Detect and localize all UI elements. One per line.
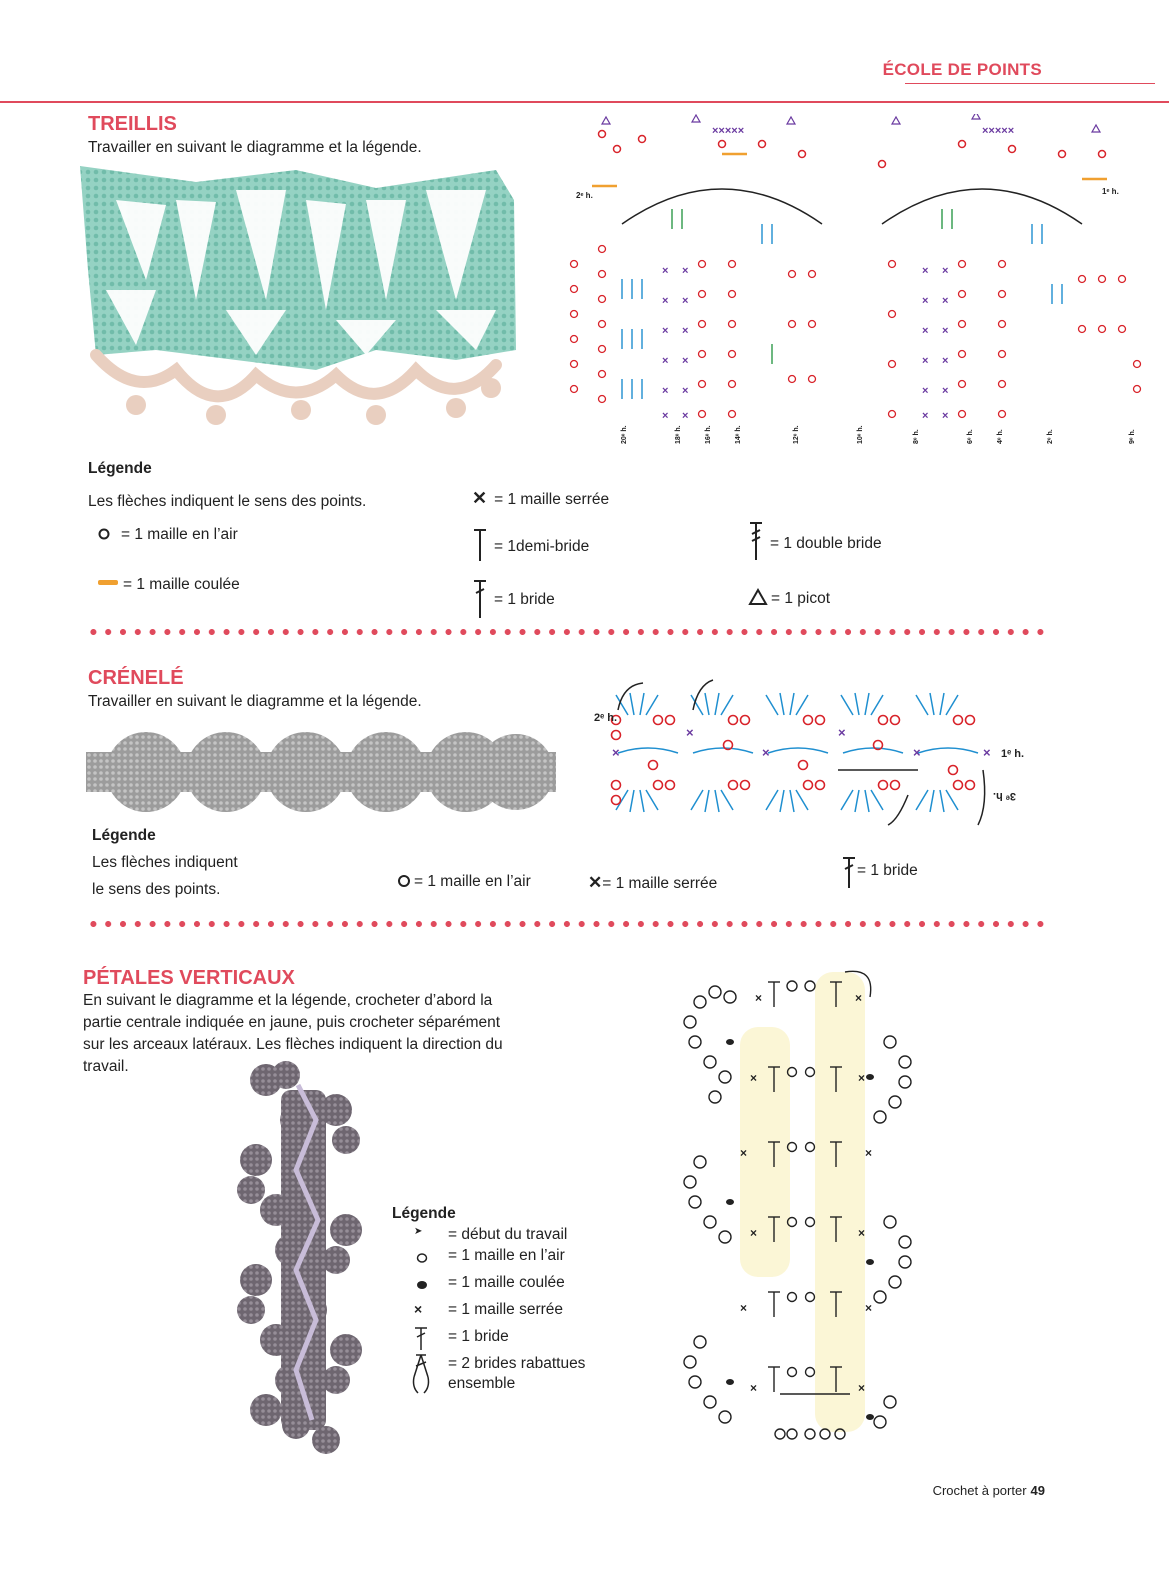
legend-label: = 1 double bride — [770, 535, 882, 552]
chain-stitch-icon — [416, 1252, 430, 1264]
section-header-title: ÉCOLE DE POINTS — [882, 60, 1042, 79]
crenele-diagram — [588, 675, 1038, 835]
legend-label: = 1 maille en l’air — [414, 873, 531, 890]
svg-text:×: × — [838, 725, 846, 740]
legend-label: = 1 bride — [448, 1328, 509, 1345]
crenele-photo — [86, 722, 556, 830]
svg-text:×: × — [682, 265, 689, 277]
svg-text:×: × — [922, 265, 929, 277]
svg-text:×: × — [922, 295, 929, 307]
treillis-legend-note: Les flèches indiquent le sens des points. — [88, 493, 367, 510]
treillis-bottom-label: 14ᵉ h. — [735, 425, 742, 444]
legend-item-picot — [748, 588, 830, 608]
svg-text:×: × — [682, 355, 689, 367]
dotted-divider — [86, 628, 1048, 636]
svg-text:×: × — [662, 355, 669, 367]
svg-text:×: × — [942, 410, 949, 422]
crenele-row-label-3: 3ᵉ h. — [992, 790, 1016, 802]
legend-label: = 1 maille en l’air — [121, 526, 238, 543]
crenele-legend-item-chain — [397, 873, 531, 891]
treillis-bottom-label: 8ᵉ h. — [913, 429, 920, 444]
treillis-title: TREILLIS — [88, 113, 177, 135]
dotted-divider — [86, 920, 1048, 928]
legend-label: = 1 bride — [857, 862, 918, 879]
svg-text:×: × — [682, 295, 689, 307]
treillis-bottom-label: 6ᵉ h. — [967, 429, 974, 444]
legend-label: = 1 bride — [494, 591, 555, 608]
svg-text:×: × — [942, 265, 949, 277]
svg-text:×××××: ××××× — [982, 125, 1015, 137]
legend-label: = 1 maille serrée — [448, 1301, 564, 1318]
legend-item-sc — [472, 488, 609, 509]
svg-text:×: × — [913, 745, 921, 760]
footer-title: Crochet à porter — [932, 1483, 1027, 1498]
legend-label: = début du travail — [448, 1226, 568, 1243]
chain-stitch-icon — [97, 527, 111, 541]
petales-photo — [236, 1060, 370, 1460]
two-dc-together-icon — [410, 1353, 432, 1395]
crenele-row-label-1: 1ᵉ h. — [1001, 748, 1025, 760]
treillis-bottom-label: 4ᵉ h. — [997, 429, 1004, 444]
treillis-bottom-label: 2ᵉ h. — [1047, 429, 1054, 444]
svg-text:×: × — [682, 325, 689, 337]
treillis-bottom-label: 10ᵉ h. — [857, 425, 864, 444]
svg-text:×: × — [942, 325, 949, 337]
svg-text:×: × — [922, 325, 929, 337]
crenele-legend-note-line1: Les flèches indiquent — [92, 854, 238, 871]
svg-text:×: × — [750, 1381, 758, 1395]
crenele-row-label-2: 2ᵉ h. — [594, 712, 618, 724]
single-crochet-icon: × — [414, 1301, 423, 1317]
svg-text:×: × — [983, 745, 991, 760]
svg-text:×: × — [922, 410, 929, 422]
svg-text:×: × — [855, 991, 863, 1005]
treillis-diagram — [562, 114, 1152, 450]
slip-stitch-icon — [416, 1279, 430, 1291]
crenele-legend-note-line2: le sens des points. — [92, 881, 221, 898]
petales-intro-line1: En suivant le diagramme et la légende, crocheter d’abord la — [83, 992, 493, 1009]
svg-text:×: × — [686, 725, 694, 740]
svg-text:×: × — [750, 1226, 758, 1240]
double-crochet-icon — [414, 1326, 428, 1352]
svg-text:×: × — [740, 1146, 748, 1160]
petales-diagram — [670, 962, 940, 1452]
treillis-bottom-label: 20ᵉ h. — [621, 425, 628, 444]
page-number: 49 — [1030, 1483, 1045, 1498]
svg-text:×: × — [750, 1071, 758, 1085]
legend-label: = 1demi-bride — [494, 538, 590, 555]
legend-label: = 1 maille coulée — [123, 576, 240, 593]
svg-text:×: × — [682, 410, 689, 422]
double-crochet-icon — [842, 856, 856, 890]
svg-text:×: × — [942, 355, 949, 367]
single-crochet-icon: ✕ — [472, 488, 488, 508]
svg-text:×: × — [762, 745, 770, 760]
start-arrow-icon: ➤ — [414, 1226, 423, 1237]
svg-text:×: × — [682, 385, 689, 397]
legend-label: = 1 maille en l’air — [448, 1247, 565, 1264]
petales-title: PÉTALES VERTICAUX — [83, 967, 295, 989]
legend-label-cont: ensemble — [448, 1375, 516, 1392]
chain-stitch-icon — [397, 874, 411, 888]
crenele-title: CRÉNELÉ — [88, 667, 184, 689]
treillis-legend-title: Légende — [88, 460, 152, 477]
svg-text:×: × — [612, 745, 620, 760]
treillis-row-label-left: 2ᵉ h. — [576, 191, 593, 200]
treillis-bottom-label: 18ᵉ h. — [675, 425, 682, 444]
treillis-bottom-label: 9ᵉ h. — [1129, 429, 1136, 444]
footer — [933, 1483, 1045, 1498]
crenele-legend-item-dc — [842, 856, 918, 890]
svg-text:×: × — [922, 385, 929, 397]
treillis-photo — [76, 160, 524, 442]
picot-icon — [748, 588, 768, 606]
svg-text:×: × — [662, 295, 669, 307]
crenele-legend-item-sc — [588, 873, 717, 893]
svg-text:×: × — [662, 325, 669, 337]
treillis-bottom-label: 12ᵉ h. — [793, 425, 800, 444]
svg-text:×: × — [662, 410, 669, 422]
petales-intro-line4: travail. — [83, 1058, 129, 1075]
legend-label: = 1 maille serrée — [602, 875, 718, 892]
legend-label: = 2 brides rabattues — [448, 1355, 586, 1372]
legend-item-hdc — [472, 527, 589, 563]
svg-text:×: × — [858, 1381, 866, 1395]
legend-item-dc — [472, 578, 555, 620]
legend-item-slip — [97, 576, 240, 594]
svg-text:×: × — [942, 385, 949, 397]
svg-text:×: × — [858, 1226, 866, 1240]
svg-text:×××××: ××××× — [712, 125, 745, 137]
petales-intro-line2: partie centrale indiquée en jaune, puis crocheter séparément — [83, 1014, 501, 1031]
svg-text:×: × — [662, 265, 669, 277]
legend-label: = 1 maille serrée — [494, 491, 610, 508]
svg-text:×: × — [858, 1071, 866, 1085]
svg-text:×: × — [942, 295, 949, 307]
treillis-row-label-right: 1ᵉ h. — [1102, 187, 1119, 196]
treillis-intro: Travailler en suivant le diagramme et la légende. — [88, 139, 422, 156]
half-double-crochet-icon — [472, 527, 488, 563]
legend-item-chain — [97, 526, 238, 544]
petales-intro-line3: sur les arceaux latéraux. Les flèches indiquent la direction du — [83, 1036, 503, 1053]
single-crochet-icon: ✕ — [588, 873, 603, 892]
legend-item-tr — [748, 520, 882, 562]
slip-stitch-icon — [97, 578, 119, 588]
svg-text:×: × — [865, 1146, 873, 1160]
treble-crochet-icon — [748, 520, 764, 562]
svg-text:×: × — [740, 1301, 748, 1315]
svg-text:×: × — [865, 1301, 873, 1315]
petales-legend-title: Légende — [392, 1205, 456, 1222]
crenele-intro: Travailler en suivant le diagramme et la légende. — [88, 693, 422, 710]
legend-label: = 1 maille coulée — [448, 1274, 565, 1291]
header-rule — [0, 101, 1169, 103]
svg-text:×: × — [662, 385, 669, 397]
treillis-bottom-label: 16ᵉ h. — [705, 425, 712, 444]
svg-text:×: × — [755, 991, 763, 1005]
header-rule-short — [905, 83, 1155, 84]
double-crochet-icon — [472, 578, 488, 620]
legend-label: = 1 picot — [771, 590, 831, 607]
svg-text:×: × — [922, 355, 929, 367]
crenele-legend-title: Légende — [92, 827, 156, 844]
